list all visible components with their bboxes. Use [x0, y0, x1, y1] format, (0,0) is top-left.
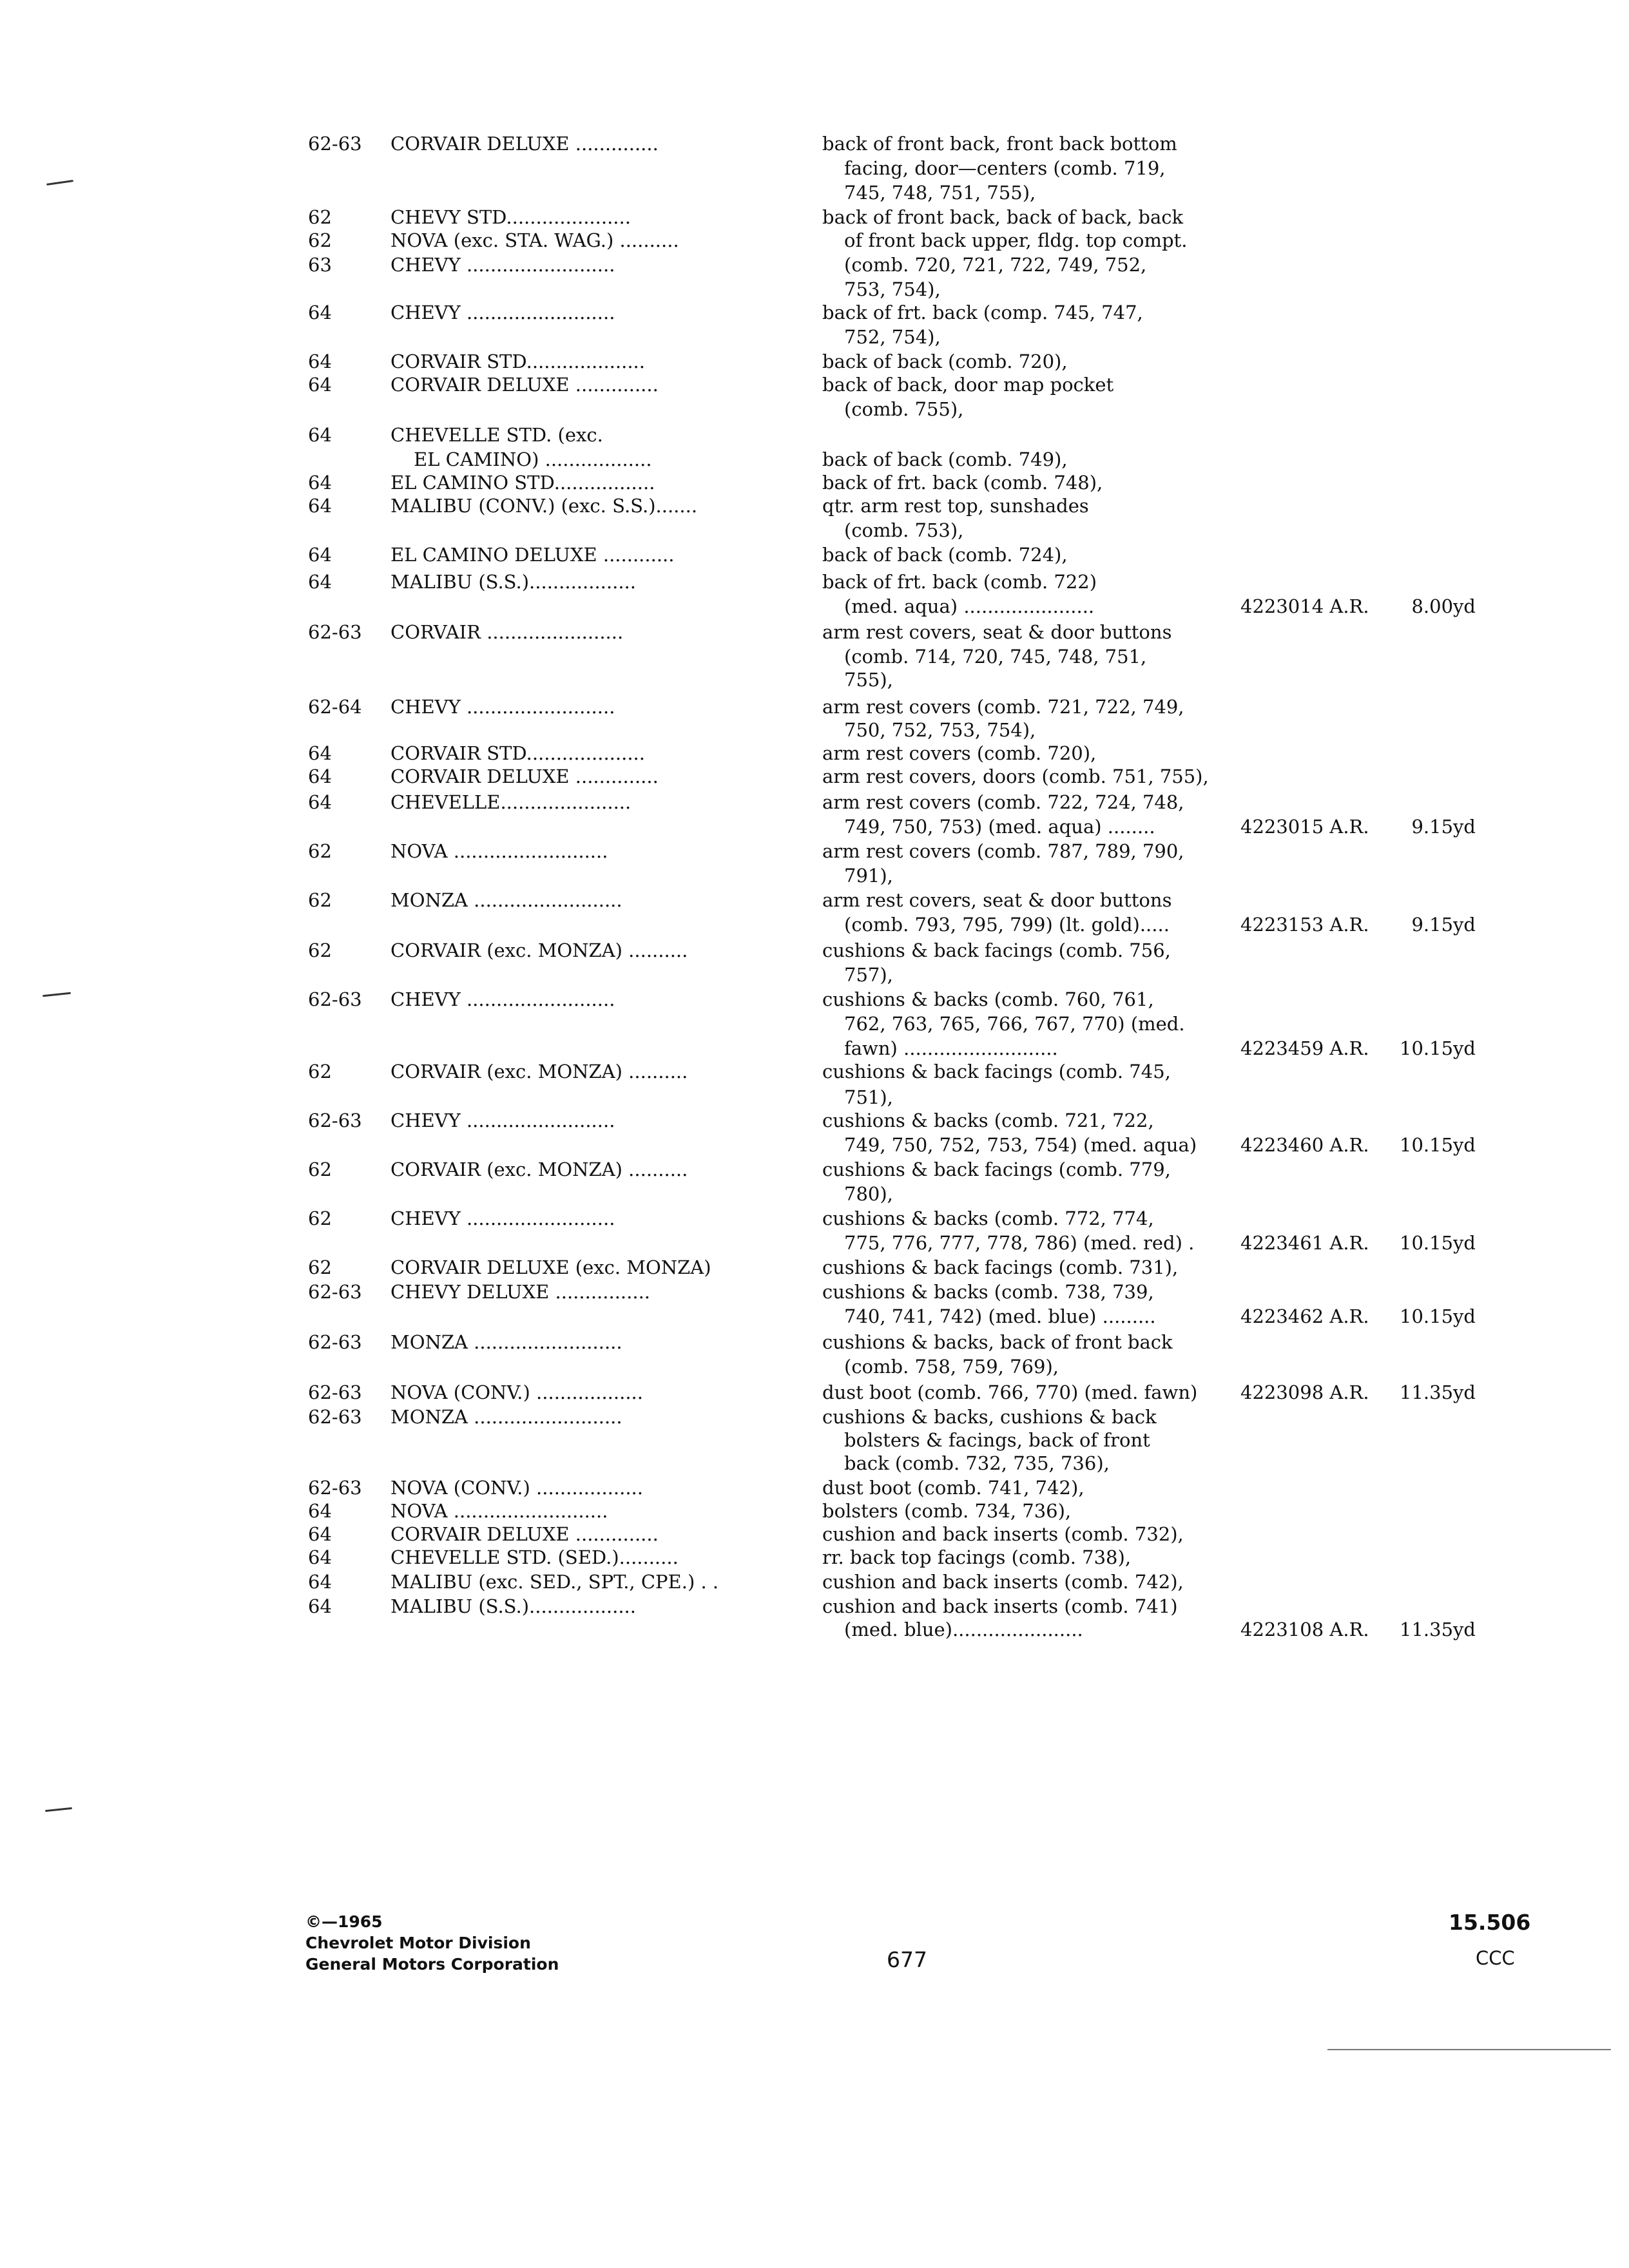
model-cell: NOVA (exc. STA. WAG.) .......... [390, 229, 679, 251]
year-cell: 62-63 [308, 1281, 362, 1303]
quantity-cell: 10.15yd [1400, 1134, 1476, 1156]
table-row [0, 277, 1629, 303]
model-cell: CHEVELLE STD. (SED.).......... [390, 1546, 679, 1568]
model-cell: CORVAIR STD.................... [390, 742, 645, 764]
table-row [0, 620, 1629, 646]
part-number-cell: 4223108 A.R. [1240, 1619, 1369, 1640]
description-cell: rr. back top facings (comb. 738), [822, 1546, 1132, 1568]
model-cell: EL CAMINO DELUXE ............ [390, 544, 675, 566]
year-cell: 64 [308, 544, 332, 566]
table-row [0, 814, 1629, 840]
description-cell: (comb. 755), [844, 398, 964, 420]
year-cell: 62-63 [308, 133, 362, 155]
model-cell: MALIBU (CONV.) (exc. S.S.)....... [390, 495, 698, 517]
model-cell: NOVA (CONV.) .................. [390, 1381, 643, 1403]
year-cell: 62 [308, 840, 332, 862]
table-row [0, 1354, 1629, 1380]
table-row [0, 397, 1629, 423]
model-cell: CORVAIR (exc. MONZA) .......... [390, 1061, 688, 1082]
quantity-cell: 9.15yd [1411, 816, 1476, 838]
table-row [0, 518, 1629, 544]
year-cell: 64 [308, 351, 332, 372]
year-cell: 64 [308, 1595, 332, 1617]
description-cell: cushions & backs, back of front back [822, 1331, 1173, 1353]
table-row [0, 1012, 1629, 1037]
table-row [0, 570, 1629, 595]
part-number-cell: 4223459 A.R. [1240, 1037, 1369, 1059]
year-cell: 64 [308, 302, 332, 323]
description-cell: back of back (comb. 724), [822, 544, 1068, 566]
description-cell: cushions & backs (comb. 738, 739, [822, 1281, 1154, 1303]
table-row [0, 863, 1629, 889]
table-row [0, 1157, 1629, 1183]
description-cell: (comb. 753), [844, 519, 964, 541]
description-cell: 757), [844, 964, 893, 986]
part-number-cell: 4223460 A.R. [1240, 1134, 1369, 1156]
year-cell: 62 [308, 206, 332, 228]
description-cell: (med. aqua) ...................... [844, 595, 1095, 617]
description-cell: cushion and back inserts (comb. 742), [822, 1571, 1184, 1593]
table-row [0, 300, 1629, 326]
model-cell: NOVA .......................... [390, 1500, 608, 1522]
bottom-rule [1327, 2049, 1611, 2050]
year-cell: 62-63 [308, 1381, 362, 1403]
description-cell: arm rest covers, seat & door buttons [822, 621, 1172, 643]
model-cell: CHEVELLE...................... [390, 791, 631, 813]
table-row [0, 1522, 1629, 1548]
table-row [0, 1304, 1629, 1330]
model-cell: CORVAIR DELUXE .............. [390, 1523, 659, 1545]
model-cell: MONZA ......................... [390, 889, 622, 911]
description-cell: qtr. arm rest top, sunshades [822, 495, 1089, 517]
table-row [0, 790, 1629, 816]
table-row [0, 1280, 1629, 1305]
year-cell: 64 [308, 1500, 332, 1522]
table-row [0, 1085, 1629, 1111]
description-cell: 762, 763, 765, 766, 767, 770) (med. [844, 1013, 1185, 1035]
description-cell: bolsters (comb. 734, 736), [822, 1500, 1072, 1522]
description-cell: back of frt. back (comb. 748), [822, 472, 1103, 494]
year-cell: 62 [308, 1061, 332, 1082]
binding-mark [45, 1807, 72, 1812]
table-row [0, 1405, 1629, 1430]
description-cell: back (comb. 732, 735, 736), [844, 1452, 1110, 1474]
model-cell: CORVAIR (exc. MONZA) .......... [390, 939, 688, 961]
model-cell: MONZA ......................... [390, 1406, 622, 1428]
model-cell: CHEVY ......................... [390, 1207, 615, 1229]
year-cell: 64 [308, 1571, 332, 1593]
description-cell: arm rest covers, doors (comb. 751, 755), [822, 765, 1209, 787]
quantity-cell: 8.00yd [1411, 595, 1476, 617]
description-cell: (med. blue)...................... [844, 1619, 1083, 1640]
table-row [0, 349, 1629, 375]
year-cell: 64 [308, 791, 332, 813]
year-cell: 64 [308, 472, 332, 494]
section-number: 15.506 [1449, 1910, 1531, 1935]
table-row [0, 253, 1629, 278]
model-cell: EL CAMINO STD................. [390, 472, 655, 494]
table-row [0, 1133, 1629, 1158]
description-cell: cushion and back inserts (comb. 732), [822, 1523, 1184, 1545]
part-number-cell: 4223153 A.R. [1240, 914, 1369, 936]
table-row [0, 695, 1629, 720]
description-cell: 755), [844, 669, 893, 691]
quantity-cell: 11.35yd [1400, 1381, 1476, 1403]
description-cell: back of frt. back (comp. 745, 747, [822, 302, 1143, 323]
table-row [0, 764, 1629, 790]
description-cell: 753, 754), [844, 278, 941, 300]
model-cell: NOVA (CONV.) .................. [390, 1477, 643, 1499]
quantity-cell: 10.15yd [1400, 1305, 1476, 1327]
model-cell: CHEVY ......................... [390, 1110, 615, 1131]
table-row [0, 1206, 1629, 1232]
division-name: Chevrolet Motor Division [305, 1934, 531, 1952]
year-cell: 64 [308, 742, 332, 764]
quantity-cell: 10.15yd [1400, 1037, 1476, 1059]
model-cell: CORVAIR (exc. MONZA) .......... [390, 1158, 688, 1180]
model-cell: NOVA .......................... [390, 840, 608, 862]
description-cell: cushions & backs (comb. 760, 761, [822, 988, 1154, 1010]
description-cell: facing, door—centers (comb. 719, [844, 157, 1166, 179]
table-row [0, 131, 1629, 157]
table-row [0, 180, 1629, 206]
year-cell: 62 [308, 1207, 332, 1229]
model-cell: CORVAIR ....................... [390, 621, 624, 643]
description-cell: back of front back, back of back, back [822, 206, 1184, 228]
model-cell: CHEVY ......................... [390, 302, 615, 323]
description-cell: cushions & backs (comb. 772, 774, [822, 1207, 1154, 1229]
model-cell: MALIBU (S.S.).................. [390, 1595, 636, 1617]
description-cell: 791), [844, 865, 893, 887]
table-row [0, 1428, 1629, 1454]
table-row [0, 1036, 1629, 1062]
table-row [0, 912, 1629, 938]
year-cell: 62-63 [308, 1331, 362, 1353]
description-cell: 775, 776, 777, 778, 786) (med. red) . [844, 1232, 1195, 1254]
year-cell: 64 [308, 765, 332, 787]
model-cell: CHEVY ......................... [390, 988, 615, 1010]
table-row [0, 423, 1629, 448]
table-row [0, 205, 1629, 231]
description-cell: 751), [844, 1086, 893, 1108]
description-cell: 750, 752, 753, 754), [844, 719, 1036, 741]
description-cell: back of back (comb. 720), [822, 351, 1068, 372]
table-row [0, 1108, 1629, 1134]
table-row [0, 1059, 1629, 1085]
model-cell: MONZA ......................... [390, 1331, 622, 1353]
table-row [0, 1570, 1629, 1595]
description-cell: 745, 748, 751, 755), [844, 182, 1036, 204]
description-cell: bolsters & facings, back of front [844, 1429, 1150, 1451]
description-cell: 780), [844, 1183, 893, 1205]
part-number-cell: 4223462 A.R. [1240, 1305, 1369, 1327]
description-cell: dust boot (comb. 741, 742), [822, 1477, 1084, 1499]
description-cell: dust boot (comb. 766, 770) (med. fawn) [822, 1381, 1198, 1403]
description-cell: arm rest covers (comb. 722, 724, 748, [822, 791, 1184, 813]
table-row [0, 1499, 1629, 1524]
table-row [0, 1545, 1629, 1571]
table-row [0, 1475, 1629, 1501]
year-cell: 62-63 [308, 988, 362, 1010]
year-cell: 62-63 [308, 1406, 362, 1428]
model-cell: CORVAIR DELUXE .............. [390, 765, 659, 787]
model-cell: CHEVELLE STD. (exc. [390, 424, 603, 446]
description-cell: cushions & back facings (comb. 779, [822, 1158, 1171, 1180]
description-cell: (comb. 720, 721, 722, 749, 752, [844, 254, 1147, 276]
description-cell: back of back, door map pocket [822, 374, 1114, 396]
year-cell: 62-63 [308, 1477, 362, 1499]
year-cell: 64 [308, 1546, 332, 1568]
table-row [0, 325, 1629, 351]
year-cell: 63 [308, 254, 332, 276]
table-row [0, 494, 1629, 519]
table-row [0, 1231, 1629, 1256]
year-cell: 64 [308, 374, 332, 396]
footer-publisher [305, 1911, 559, 1975]
description-cell: arm rest covers, seat & door buttons [822, 889, 1172, 911]
table-row [0, 1182, 1629, 1207]
table-row [0, 1451, 1629, 1477]
page-number: 677 [887, 1947, 927, 1972]
table-row [0, 1594, 1629, 1620]
corporation-name: General Motors Corporation [305, 1955, 559, 1974]
table-row [0, 594, 1629, 620]
part-number-cell: 4223098 A.R. [1240, 1381, 1369, 1403]
description-cell: 749, 750, 752, 753, 754) (med. aqua) [844, 1134, 1197, 1156]
copyright: ©—1965 [305, 1912, 383, 1931]
model-cell: CORVAIR DELUXE (exc. MONZA) [390, 1256, 711, 1278]
year-cell: 62 [308, 889, 332, 911]
description-cell: cushions & back facings (comb. 745, [822, 1061, 1171, 1082]
description-cell: back of front back, front back bottom [822, 133, 1177, 155]
description-cell: (comb. 714, 720, 745, 748, 751, [844, 646, 1147, 668]
model-cell: CHEVY DELUXE ................ [390, 1281, 651, 1303]
table-row [0, 668, 1629, 693]
description-cell: back of frt. back (comb. 722) [822, 571, 1097, 593]
description-cell: cushions & back facings (comb. 756, [822, 939, 1171, 961]
description-cell: arm rest covers (comb. 787, 789, 790, [822, 840, 1184, 862]
description-cell: (comb. 758, 759, 769), [844, 1356, 1059, 1378]
table-row [0, 1255, 1629, 1281]
description-cell: (comb. 793, 795, 799) (lt. gold)..... [844, 914, 1170, 936]
description-cell: cushions & back facings (comb. 731), [822, 1256, 1179, 1278]
part-number-cell: 4223015 A.R. [1240, 816, 1369, 838]
table-row [0, 987, 1629, 1013]
model-cell: CORVAIR DELUXE .............. [390, 133, 659, 155]
description-cell: 749, 750, 753) (med. aqua) ........ [844, 816, 1155, 838]
year-cell: 62 [308, 229, 332, 251]
year-cell: 62-64 [308, 696, 362, 718]
model-cell: CHEVY ......................... [390, 696, 615, 718]
table-row [0, 839, 1629, 865]
table-row [0, 1330, 1629, 1356]
table-row [0, 1380, 1629, 1406]
description-cell: 752, 754), [844, 326, 941, 348]
description-cell: 740, 741, 742) (med. blue) ......... [844, 1305, 1156, 1327]
model-cell: CHEVY STD..................... [390, 206, 631, 228]
table-row [0, 1617, 1629, 1643]
model-cell: MALIBU (exc. SED., SPT., CPE.) . . [390, 1571, 719, 1593]
part-number-cell: 4223461 A.R. [1240, 1232, 1369, 1254]
year-cell: 62 [308, 939, 332, 961]
description-cell: arm rest covers (comb. 720), [822, 742, 1097, 764]
description-cell: cushion and back inserts (comb. 741) [822, 1595, 1178, 1617]
model-cell: EL CAMINO) .................. [414, 448, 652, 470]
table-row [0, 447, 1629, 473]
year-cell: 64 [308, 495, 332, 517]
description-cell: cushions & backs (comb. 721, 722, [822, 1110, 1154, 1131]
quantity-cell: 11.35yd [1400, 1619, 1476, 1640]
description-cell: arm rest covers (comb. 721, 722, 749, [822, 696, 1184, 718]
model-cell: CORVAIR STD.................... [390, 351, 645, 372]
model-cell: CHEVY ......................... [390, 254, 615, 276]
model-cell: CORVAIR DELUXE .............. [390, 374, 659, 396]
year-cell: 62 [308, 1158, 332, 1180]
quantity-cell: 9.15yd [1411, 914, 1476, 936]
section-code: CCC [1476, 1947, 1515, 1969]
table-row [0, 888, 1629, 914]
description-cell: of front back upper, fldg. top compt. [844, 229, 1188, 251]
year-cell: 64 [308, 424, 332, 446]
table-row [0, 470, 1629, 496]
year-cell: 64 [308, 1523, 332, 1545]
table-row [0, 543, 1629, 568]
table-row [0, 963, 1629, 988]
quantity-cell: 10.15yd [1400, 1232, 1476, 1254]
table-row [0, 228, 1629, 254]
part-number-cell: 4223014 A.R. [1240, 595, 1369, 617]
year-cell: 62-63 [308, 621, 362, 643]
model-cell: MALIBU (S.S.).................. [390, 571, 636, 593]
description-cell: back of back (comb. 749), [822, 448, 1068, 470]
table-row [0, 156, 1629, 182]
table-row [0, 372, 1629, 398]
description-cell: fawn) .......................... [844, 1037, 1058, 1059]
year-cell: 64 [308, 571, 332, 593]
year-cell: 62 [308, 1256, 332, 1278]
table-row [0, 644, 1629, 670]
table-row [0, 741, 1629, 767]
table-row [0, 718, 1629, 744]
table-row [0, 938, 1629, 964]
year-cell: 62-63 [308, 1110, 362, 1131]
description-cell: cushions & backs, cushions & back [822, 1406, 1157, 1428]
